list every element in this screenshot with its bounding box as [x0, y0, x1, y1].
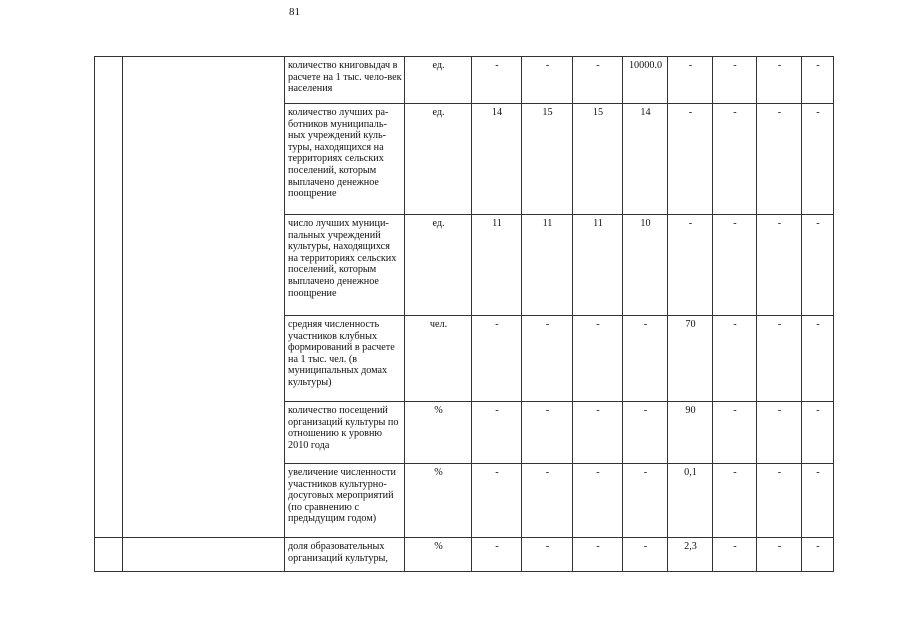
value-cell: -	[472, 538, 522, 572]
value-cell: -	[472, 57, 522, 104]
value-cell: -	[573, 464, 623, 538]
program-cell	[123, 538, 285, 572]
value-cell: -	[802, 316, 834, 402]
indicator-cell: средняя численность участников клубных формирований в расчете на 1 тыс. чел. (в муниципальных домах культуры)	[285, 316, 405, 402]
value-cell: 14	[472, 104, 522, 215]
value-cell: 11	[472, 215, 522, 316]
unit-cell: ед.	[405, 104, 472, 215]
unit-cell: %	[405, 402, 472, 464]
value-cell: 15	[522, 104, 573, 215]
value-cell: -	[757, 316, 802, 402]
value-cell: -	[757, 402, 802, 464]
unit-cell: %	[405, 538, 472, 572]
value-cell: 10000.0	[623, 57, 668, 104]
unit-cell: ед.	[405, 215, 472, 316]
value-cell: -	[668, 57, 713, 104]
value-cell: -	[713, 538, 757, 572]
program-cell	[123, 57, 285, 538]
value-cell: -	[713, 104, 757, 215]
unit-cell: чел.	[405, 316, 472, 402]
value-cell: -	[623, 538, 668, 572]
value-cell: -	[757, 538, 802, 572]
indicator-cell: доля образовательных организаций культуры,	[285, 538, 405, 572]
number-cell	[95, 57, 123, 538]
value-cell: -	[472, 316, 522, 402]
value-cell: -	[713, 402, 757, 464]
indicator-cell: количество книговыдач в расчете на 1 тыс. чело-век населения	[285, 57, 405, 104]
value-cell: -	[668, 104, 713, 215]
value-cell: -	[573, 57, 623, 104]
value-cell: 70	[668, 316, 713, 402]
value-cell: -	[522, 316, 573, 402]
value-cell: 14	[623, 104, 668, 215]
table-row	[95, 57, 834, 104]
value-cell: -	[757, 104, 802, 215]
value-cell: -	[522, 464, 573, 538]
value-cell: -	[757, 57, 802, 104]
value-cell: -	[522, 402, 573, 464]
value-cell: 11	[573, 215, 623, 316]
value-cell: -	[573, 402, 623, 464]
page-number: 81	[289, 6, 300, 18]
value-cell: -	[802, 464, 834, 538]
value-cell: 0,1	[668, 464, 713, 538]
value-cell: 11	[522, 215, 573, 316]
value-cell: 10	[623, 215, 668, 316]
value-cell: -	[713, 215, 757, 316]
value-cell: -	[472, 402, 522, 464]
value-cell: -	[668, 215, 713, 316]
value-cell: -	[802, 538, 834, 572]
value-cell: -	[573, 316, 623, 402]
value-cell: -	[757, 464, 802, 538]
value-cell: -	[472, 464, 522, 538]
value-cell: -	[522, 57, 573, 104]
unit-cell: %	[405, 464, 472, 538]
value-cell: -	[802, 215, 834, 316]
indicator-cell: количество посещений организаций культуры по отношению к уровню 2010 года	[285, 402, 405, 464]
value-cell: -	[623, 402, 668, 464]
value-cell: -	[573, 538, 623, 572]
value-cell: 15	[573, 104, 623, 215]
value-cell: 90	[668, 402, 713, 464]
value-cell: -	[802, 57, 834, 104]
value-cell: 2,3	[668, 538, 713, 572]
indicator-cell: число лучших муници-пальных учреждений культуры, находящихся на территориях сельских поселений, которым выплачено денежное поощрение	[285, 215, 405, 316]
value-cell: -	[623, 316, 668, 402]
value-cell: -	[713, 316, 757, 402]
indicator-cell: количество лучших ра-ботников муниципаль-ных учреждений куль-туры, находящихся на территориях сельских поселений, которым выплачено денежное поощрение	[285, 104, 405, 215]
indicators-table	[94, 56, 834, 572]
indicator-cell: увеличение численности участников культурно-досуговых мероприятий (по сравнению с предыдущим годом)	[285, 464, 405, 538]
value-cell: -	[713, 57, 757, 104]
value-cell: -	[802, 104, 834, 215]
value-cell: -	[757, 215, 802, 316]
table-row	[95, 538, 834, 572]
number-cell	[95, 538, 123, 572]
value-cell: -	[713, 464, 757, 538]
unit-cell: ед.	[405, 57, 472, 104]
value-cell: -	[802, 402, 834, 464]
value-cell: -	[522, 538, 573, 572]
value-cell: -	[623, 464, 668, 538]
